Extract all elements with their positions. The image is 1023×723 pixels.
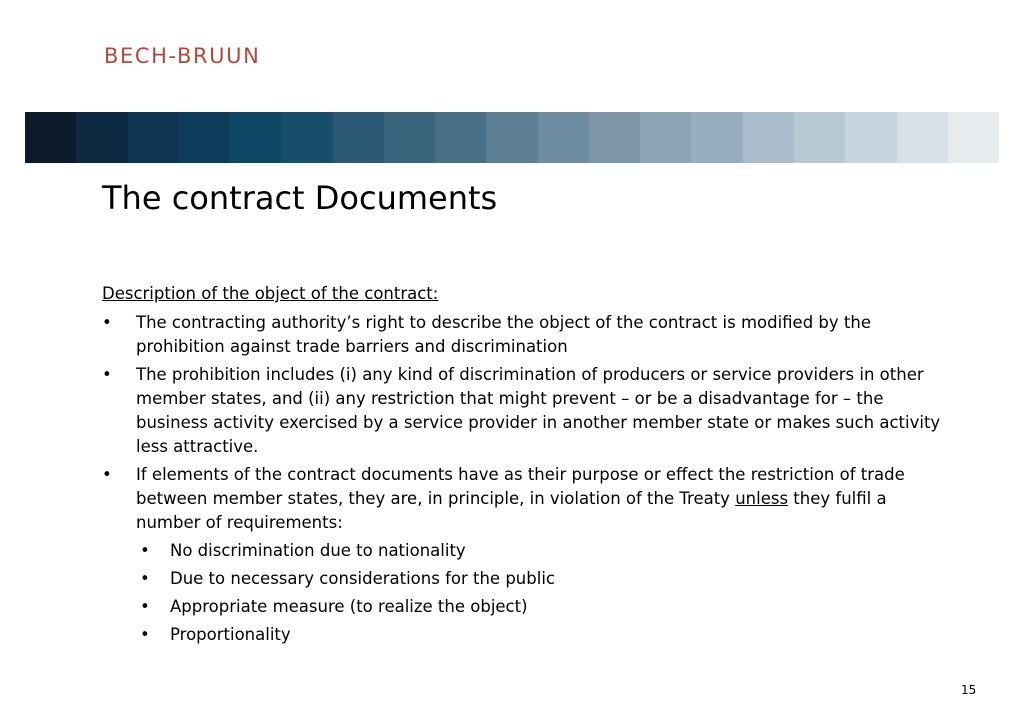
bullet-icon: •: [140, 569, 150, 588]
bullet-text: The prohibition includes (i) any kind of discrimination of producers or service providers in other member states, and (ii) any restriction that might prevent – or be a disadvantage for – the business activity exercised by a service provider in another member state or makes such activity less attractive.: [136, 365, 941, 456]
band-segment: [435, 112, 486, 163]
band-segment: [948, 112, 999, 163]
company-logo: BECH-BRUUN: [104, 44, 261, 68]
sub-bullet-item: [136, 623, 942, 647]
slide-title: The contract Documents: [102, 179, 498, 217]
band-segment: [333, 112, 384, 163]
band-segment: [76, 112, 127, 163]
band-segment: [897, 112, 948, 163]
bullet-icon: •: [140, 597, 150, 616]
sub-bullet-item: [136, 539, 942, 563]
page-number: 15: [961, 683, 977, 697]
bullet-item: [102, 363, 942, 459]
bullet-icon: •: [102, 465, 112, 484]
sub-bullet-item: [136, 595, 942, 619]
band-segment: [384, 112, 435, 163]
bullet-icon: •: [102, 365, 112, 384]
bullet-text-part: they fulfil a number of requirements:: [136, 489, 887, 532]
sub-bullet-list: [136, 539, 942, 647]
bullet-list: [102, 311, 942, 647]
sub-bullet-text: Appropriate measure (to realize the object): [170, 597, 528, 616]
band-segment: [691, 112, 742, 163]
sub-bullet-item: [136, 567, 942, 591]
band-segment: [538, 112, 589, 163]
band-segment: [589, 112, 640, 163]
underlined-word: unless: [735, 489, 789, 508]
bullet-text-part: If elements of the contract documents have as their purpose or effect the restriction of trade between member states, they are, in principle, in violation of the Treaty: [136, 465, 905, 508]
band-segment: [794, 112, 845, 163]
bullet-item: [102, 463, 942, 647]
sub-bullet-text: No discrimination due to nationality: [170, 541, 466, 560]
sub-bullet-text: Proportionality: [170, 625, 291, 644]
band-segment: [230, 112, 281, 163]
band-segment: [25, 112, 76, 163]
band-segment: [640, 112, 691, 163]
band-segment: [281, 112, 332, 163]
bullet-text: The contracting authority’s right to describe the object of the contract is modified by the prohibition against trade barriers and discrimination: [136, 313, 871, 356]
band-segment: [179, 112, 230, 163]
sub-bullet-text: Due to necessary considerations for the public: [170, 569, 555, 588]
gradient-band: [25, 112, 999, 163]
slide-content: [102, 282, 942, 651]
bullet-icon: •: [140, 625, 150, 644]
bullet-icon: •: [140, 541, 150, 560]
band-segment: [128, 112, 179, 163]
bullet-icon: •: [102, 313, 112, 332]
section-lead: Description of the object of the contract:: [102, 284, 439, 303]
bullet-text: [136, 465, 905, 532]
bullet-item: [102, 311, 942, 359]
band-segment: [743, 112, 794, 163]
band-segment: [486, 112, 537, 163]
band-segment: [845, 112, 896, 163]
